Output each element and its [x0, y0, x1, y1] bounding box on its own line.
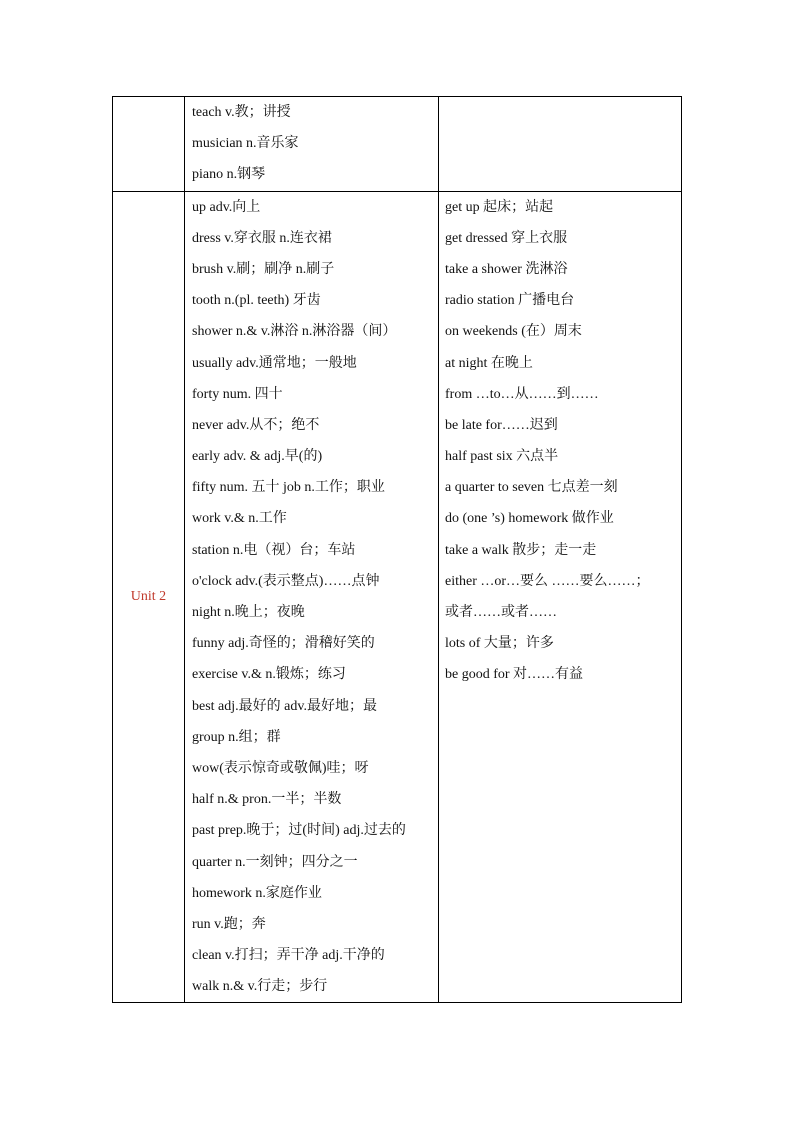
- phrases-cell: [439, 191, 682, 1003]
- phrase-entry: 或者……或者……: [445, 605, 557, 620]
- phrase-entry: take a shower 洗淋浴: [445, 261, 568, 277]
- phrase-entry: get dressed 穿上衣服: [445, 230, 568, 246]
- vocab-entry: quarter n.一刻钟；四分之一: [192, 854, 358, 870]
- table-row-continued: [113, 97, 682, 192]
- vocab-entry: up adv.向上: [192, 199, 261, 215]
- word-list: [185, 192, 438, 1003]
- vocab-entry: shower n.& v.淋浴 n.淋浴器（间）: [192, 324, 397, 340]
- phrase-entry: at night 在晚上: [445, 355, 533, 371]
- vocab-entry: work v.& n.工作: [192, 511, 287, 527]
- vocab-entry: best adj.最好的 adv.最好地；最: [192, 698, 377, 714]
- vocab-entry: dress v.穿衣服 n.连衣裙: [192, 230, 332, 246]
- vocabulary-table: [112, 96, 682, 1003]
- vocab-entry: station n.电（视）台；车站: [192, 542, 356, 558]
- phrase-list: [439, 192, 681, 691]
- vocab-entry: homework n.家庭作业: [192, 885, 322, 901]
- vocab-entry: exercise v.& n.锻炼；练习: [192, 667, 346, 683]
- vocab-entry: funny adj.奇怪的；滑稽好笑的: [192, 636, 375, 652]
- phrases-cell-empty: [439, 97, 682, 192]
- phrase-entry: do (one ’s) homework 做作业: [445, 511, 614, 527]
- phrase-entry: on weekends (在）周末: [445, 324, 582, 340]
- phrase-entry: a quarter to seven 七点差一刻: [445, 480, 618, 496]
- phrase-entry: lots of 大量；许多: [445, 636, 554, 652]
- vocab-entry: half n.& pron.一半；半数: [192, 792, 342, 808]
- vocab-entry: clean v.打扫；弄干净 adj.干净的: [192, 948, 385, 964]
- vocab-entry: piano n.钢琴: [192, 167, 266, 183]
- phrase-entry: be good for 对……有益: [445, 667, 584, 683]
- vocab-entry: usually adv.通常地；一般地: [192, 355, 357, 371]
- vocab-entry: musician n.音乐家: [192, 136, 299, 152]
- phrase-entry: half past six 六点半: [445, 449, 559, 465]
- vocab-entry: brush v.刷；刷净 n.刷子: [192, 261, 335, 277]
- vocab-entry: o'clock adv.(表示整点)……点钟: [192, 573, 380, 589]
- phrase-entry: from …to…从……到……: [445, 386, 599, 402]
- vocab-entry: night n.晚上；夜晚: [192, 605, 305, 620]
- unit-cell-empty: [113, 97, 185, 192]
- phrase-entry: take a walk 散步；走一走: [445, 542, 597, 558]
- table-row-unit-2: [113, 191, 682, 1003]
- vocab-entry: early adv. & adj.早(的): [192, 449, 323, 465]
- vocab-entry: never adv.从不；绝不: [192, 417, 320, 433]
- vocab-entry: forty num. 四十: [192, 386, 283, 402]
- phrase-entry: radio station 广播电台: [445, 293, 575, 309]
- phrase-entry: be late for……迟到: [445, 417, 558, 433]
- vocab-entry: teach v.教；讲授: [192, 105, 291, 120]
- vocab-entry: wow(表示惊奇或敬佩)哇；呀: [192, 760, 369, 776]
- unit-label: Unit 2: [113, 191, 185, 1003]
- word-list: [185, 97, 438, 191]
- words-cell: [185, 97, 439, 192]
- vocab-entry: past prep.晚于；过(时间) adj.过去的: [192, 823, 406, 839]
- vocab-entry: run v.跑；奔: [192, 916, 266, 932]
- vocab-entry: fifty num. 五十 job n.工作；职业: [192, 480, 385, 496]
- phrase-entry: either …or…要么 ……要么……；: [445, 573, 650, 589]
- phrase-entry: get up 起床；站起: [445, 199, 554, 215]
- vocab-entry: tooth n.(pl. teeth) 牙齿: [192, 293, 321, 309]
- vocab-entry: group n.组；群: [192, 729, 281, 745]
- words-cell: [185, 191, 439, 1003]
- vocab-entry: walk n.& v.行走；步行: [192, 979, 328, 995]
